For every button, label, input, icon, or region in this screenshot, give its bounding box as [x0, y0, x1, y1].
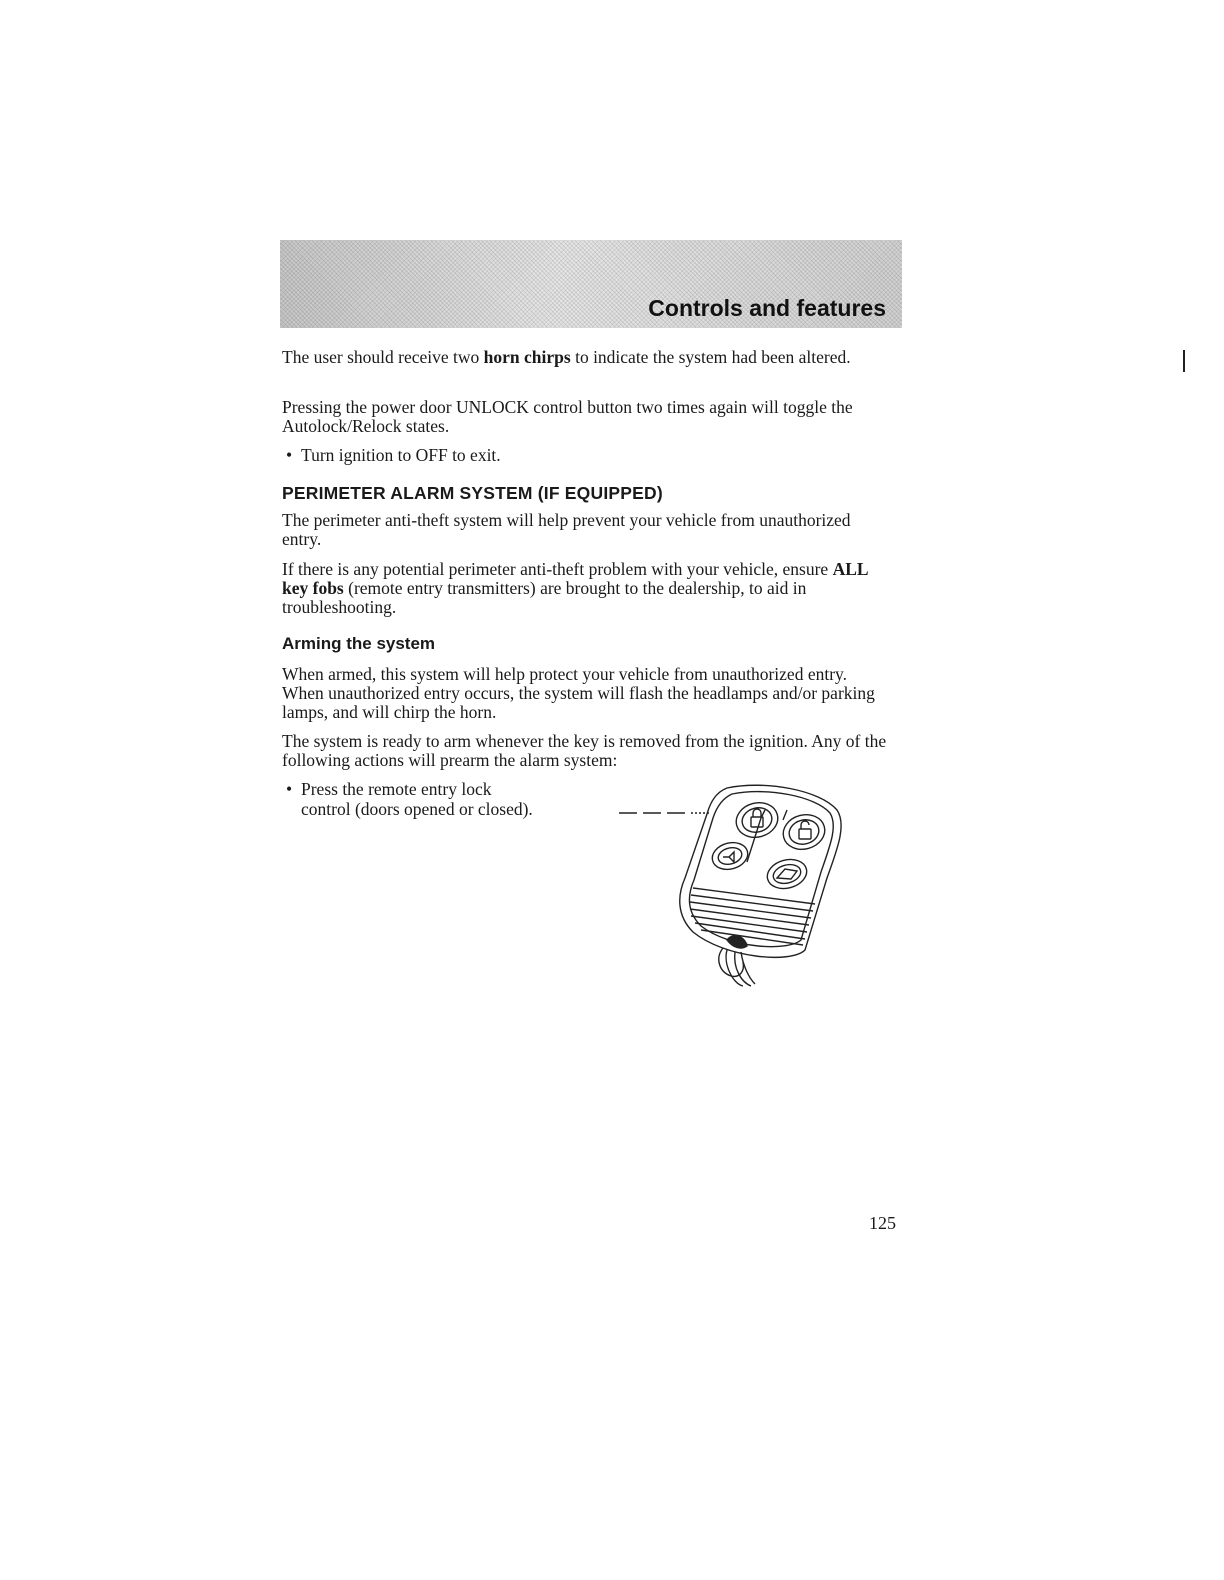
bullet-dot: •	[286, 445, 293, 465]
paragraph-unlock-toggle: Pressing the power door UNLOCK control button two times again will toggle the Autolock/Relock states.	[282, 397, 853, 436]
p4-text-c: (remote entry transmitters) are brought to the dealership, to aid in troubleshooting.	[282, 578, 807, 617]
key-fob-remote-illustration	[615, 780, 855, 990]
trunk-button	[764, 855, 810, 892]
page-number: 125	[869, 1213, 896, 1233]
bullet-press-lock	[286, 779, 606, 819]
key-ring-loop	[719, 948, 755, 986]
paragraph-ready-to-arm: The system is ready to arm whenever the key is removed from the ignition. Any of the following actions will prearm the alarm system:	[282, 731, 887, 770]
paragraph-horn-chirps	[282, 348, 892, 367]
p1-text-c: to indicate the system had been altered.	[570, 347, 851, 367]
section-title: Controls and features	[648, 295, 886, 321]
p1-text-a: The user should receive two	[282, 347, 484, 367]
key-ring-shadow	[727, 936, 747, 948]
panic-button	[709, 839, 751, 873]
paragraph-when-armed: When armed, this system will help protect your vehicle from unauthorized entry. When unauthorized entry occurs, the system will flash the headlamps and/or parking lamps, and will chirp the horn.	[282, 664, 875, 722]
section-banner	[280, 240, 902, 328]
bullet-turn-ignition	[286, 445, 606, 465]
fob-grip-ridges	[690, 888, 815, 945]
paragraph-perimeter-intro: The perimeter anti-theft system will help prevent your vehicle from unauthorized entry.	[282, 510, 851, 549]
lock-button	[732, 798, 781, 842]
p4-text-a: If there is any potential perimeter anti-theft problem with your vehicle, ensure	[282, 559, 833, 579]
p4-bold: ALL key fobs	[282, 559, 868, 598]
bullet-dot: •	[286, 779, 293, 799]
heading-arming-system: Arming the system	[282, 634, 436, 653]
heading-perimeter-alarm: PERIMETER ALARM SYSTEM (IF EQUIPPED)	[282, 483, 663, 503]
p1-bold: horn chirps	[483, 347, 571, 367]
bullet-turn-ignition-text: Turn ignition to OFF to exit.	[301, 445, 501, 465]
bullet-press-lock-line1: Press the remote entry lock	[301, 779, 492, 799]
bullet-press-lock-line2: control (doors opened or closed).	[301, 799, 533, 819]
paragraph-key-fobs	[282, 560, 892, 617]
margin-mark	[1183, 350, 1185, 372]
button-divider-top	[783, 810, 787, 820]
unlock-button	[779, 810, 828, 854]
